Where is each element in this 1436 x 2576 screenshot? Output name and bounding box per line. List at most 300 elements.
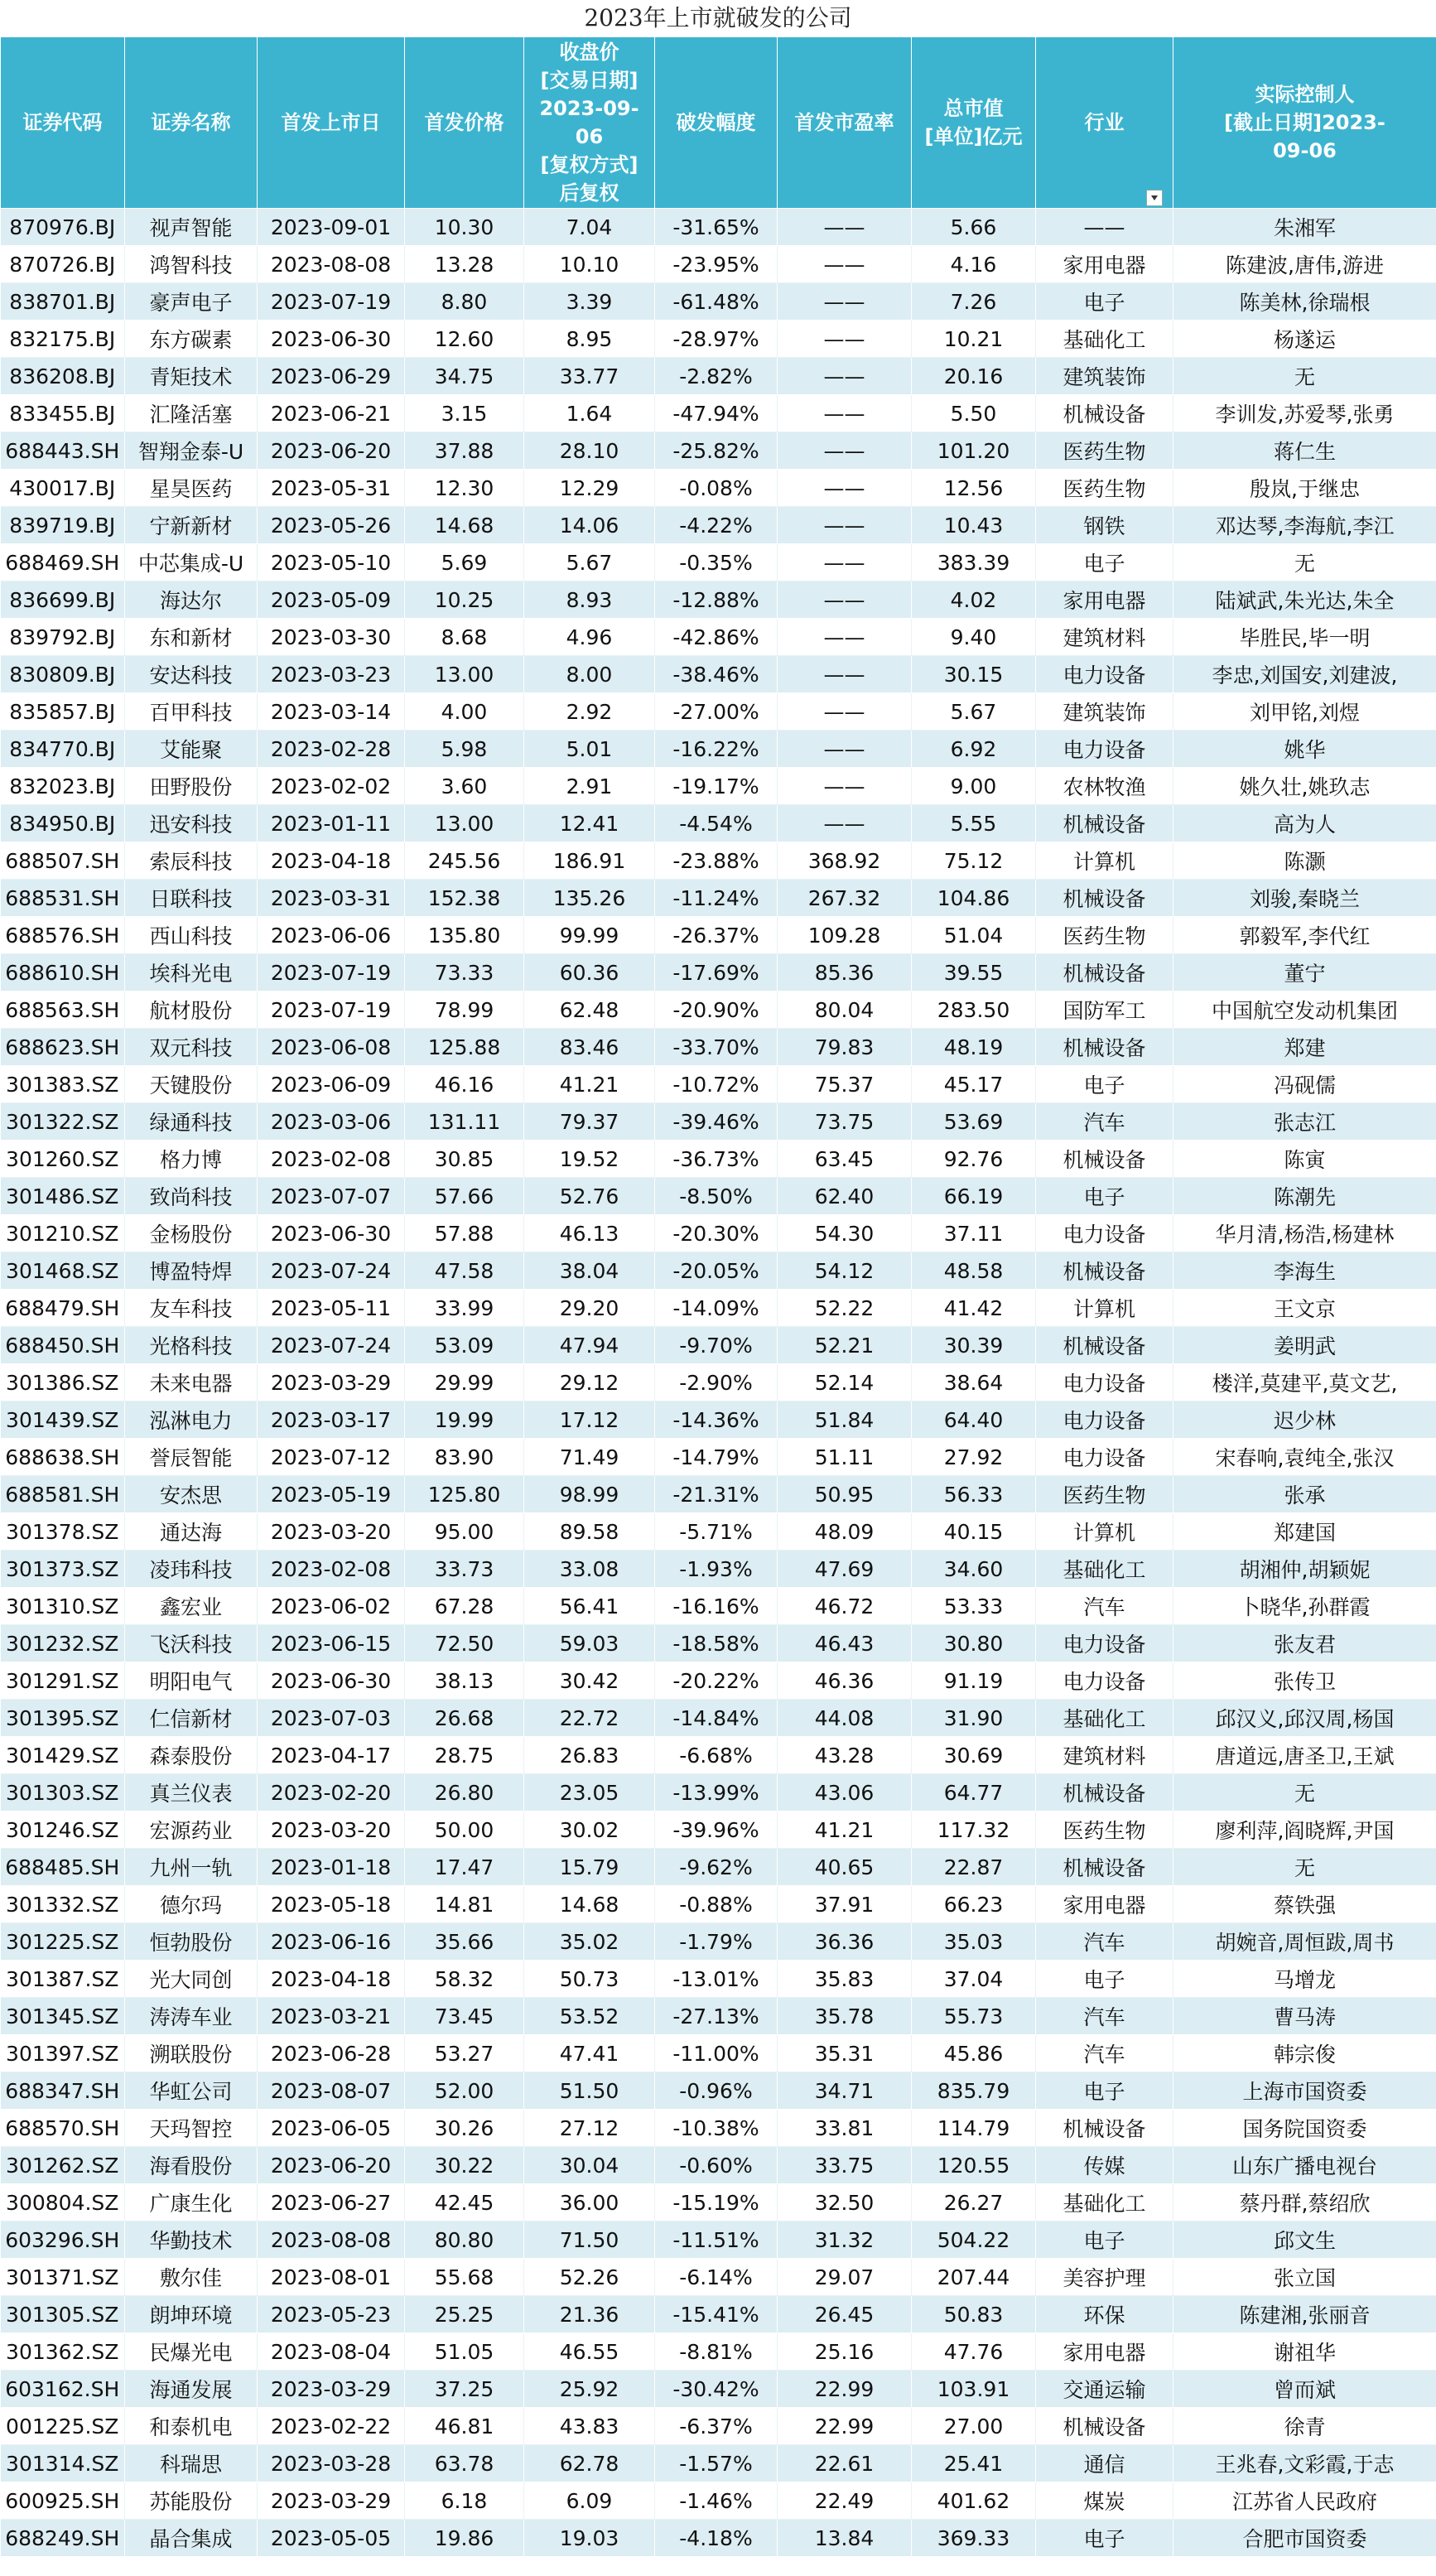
cell-list-date: 2023-06-30	[258, 1215, 405, 1252]
cell-close-price: 12.41	[524, 805, 655, 842]
cell-controller: 廖利萍,阎晓辉,尹国	[1173, 1811, 1436, 1849]
cell-list-date: 2023-08-07	[258, 2072, 405, 2110]
cell-industry: 电力设备	[1036, 1364, 1173, 1401]
table-row[interactable]	[1, 1811, 1436, 1849]
cell-market-cap: 9.00	[912, 768, 1036, 805]
cell-code: 870976.BJ	[1, 209, 125, 246]
cell-market-cap: 53.33	[912, 1588, 1036, 1625]
cell-ipo-pe: ——	[778, 731, 912, 768]
cell-market-cap: 55.73	[912, 1998, 1036, 2035]
cell-name: 晶合集成	[125, 2520, 258, 2557]
table-row[interactable]	[1, 2035, 1436, 2072]
cell-ipo-pe: 368.92	[778, 842, 912, 880]
cell-break-pct: -26.37%	[655, 917, 778, 954]
cell-industry: 电子	[1036, 2221, 1173, 2259]
cell-code: 300804.SZ	[1, 2184, 125, 2221]
cell-name: 博盈特焊	[125, 1252, 258, 1290]
cell-list-date: 2023-09-01	[258, 209, 405, 246]
table-row[interactable]	[1, 1923, 1436, 1961]
cell-ipo-pe: 85.36	[778, 954, 912, 991]
cell-break-pct: -38.46%	[655, 656, 778, 693]
table-row[interactable]	[1, 470, 1436, 507]
cell-ipo-pe: 52.22	[778, 1290, 912, 1327]
cell-list-date: 2023-07-19	[258, 991, 405, 1029]
cell-market-cap: 37.04	[912, 1961, 1036, 1998]
header-market-cap[interactable]: 总市值 [单位]亿元	[912, 37, 1036, 209]
cell-controller: 殷岚,于继忠	[1173, 470, 1436, 507]
cell-name: 泓淋电力	[125, 1401, 258, 1439]
table-row[interactable]	[1, 1401, 1436, 1439]
cell-list-date: 2023-07-24	[258, 1252, 405, 1290]
cell-break-pct: -15.19%	[655, 2184, 778, 2221]
table-row[interactable]	[1, 619, 1436, 656]
cell-controller: 胡婉音,周恒跋,周书	[1173, 1923, 1436, 1961]
table-row[interactable]	[1, 209, 1436, 246]
cell-industry: 基础化工	[1036, 2184, 1173, 2221]
table-row[interactable]	[1, 1066, 1436, 1103]
cell-close-price: 4.96	[524, 619, 655, 656]
cell-name: 真兰仪表	[125, 1774, 258, 1811]
cell-list-date: 2023-04-17	[258, 1737, 405, 1774]
cell-controller: 山东广播电视台	[1173, 2147, 1436, 2184]
table-row[interactable]	[1, 1625, 1436, 1662]
table-row[interactable]	[1, 805, 1436, 842]
cell-name: 通达海	[125, 1513, 258, 1551]
table-row[interactable]	[1, 321, 1436, 358]
cell-break-pct: -23.88%	[655, 842, 778, 880]
cell-market-cap: 64.40	[912, 1401, 1036, 1439]
cell-industry: 传媒	[1036, 2147, 1173, 2184]
cell-ipo-price: 30.26	[405, 2110, 524, 2147]
table-row[interactable]	[1, 358, 1436, 395]
table-row[interactable]	[1, 1737, 1436, 1774]
cell-list-date: 2023-05-26	[258, 507, 405, 544]
cell-ipo-pe: ——	[778, 209, 912, 246]
table-row[interactable]	[1, 693, 1436, 731]
cell-ipo-pe: 51.11	[778, 1439, 912, 1476]
cell-industry: 环保	[1036, 2296, 1173, 2333]
cell-ipo-pe: ——	[778, 283, 912, 321]
cell-ipo-pe: 33.75	[778, 2147, 912, 2184]
cell-market-cap: 48.19	[912, 1029, 1036, 1066]
cell-market-cap: 117.32	[912, 1811, 1036, 1849]
cell-close-price: 99.99	[524, 917, 655, 954]
cell-list-date: 2023-06-15	[258, 1625, 405, 1662]
cell-market-cap: 64.77	[912, 1774, 1036, 1811]
table-row[interactable]	[1, 2184, 1436, 2221]
header-name[interactable]: 证券名称	[125, 37, 258, 209]
cell-code: 603296.SH	[1, 2221, 125, 2259]
table-row[interactable]	[1, 1700, 1436, 1737]
cell-code: 301362.SZ	[1, 2333, 125, 2371]
cell-market-cap: 283.50	[912, 991, 1036, 1029]
cell-ipo-pe: 50.95	[778, 1476, 912, 1513]
cell-break-pct: -39.96%	[655, 1811, 778, 1849]
cell-break-pct: -18.58%	[655, 1625, 778, 1662]
cell-code: 301486.SZ	[1, 1178, 125, 1215]
table-row[interactable]	[1, 283, 1436, 321]
cell-ipo-price: 35.66	[405, 1923, 524, 1961]
cell-list-date: 2023-07-07	[258, 1178, 405, 1215]
table-row[interactable]	[1, 246, 1436, 283]
cell-market-cap: 25.41	[912, 2445, 1036, 2482]
header-ipo-pe[interactable]: 首发市盈率	[778, 37, 912, 209]
cell-ipo-price: 47.58	[405, 1252, 524, 1290]
table-row[interactable]	[1, 2333, 1436, 2371]
cell-close-price: 29.20	[524, 1290, 655, 1327]
cell-market-cap: 12.56	[912, 470, 1036, 507]
cell-controller: 陈潮先	[1173, 1178, 1436, 1215]
table-row[interactable]	[1, 507, 1436, 544]
cell-industry: 机械设备	[1036, 2408, 1173, 2445]
cell-break-pct: -14.36%	[655, 1401, 778, 1439]
table-row[interactable]	[1, 842, 1436, 880]
cell-close-price: 22.72	[524, 1700, 655, 1737]
table-row[interactable]	[1, 395, 1436, 432]
cell-list-date: 2023-03-30	[258, 619, 405, 656]
cell-break-pct: -9.62%	[655, 1849, 778, 1886]
table-row[interactable]	[1, 1961, 1436, 1998]
table-row[interactable]	[1, 1103, 1436, 1141]
table-row[interactable]	[1, 2520, 1436, 2557]
cell-industry: 机械设备	[1036, 395, 1173, 432]
cell-break-pct: -20.30%	[655, 1215, 778, 1252]
table-row[interactable]	[1, 1849, 1436, 1886]
cell-close-price: 53.52	[524, 1998, 655, 2035]
cell-ipo-pe: 43.28	[778, 1737, 912, 1774]
table-row[interactable]	[1, 2072, 1436, 2110]
cell-controller: 蔡丹群,蔡绍欣	[1173, 2184, 1436, 2221]
cell-ipo-pe: 79.83	[778, 1029, 912, 1066]
cell-break-pct: -27.00%	[655, 693, 778, 731]
cell-name: 海看股份	[125, 2147, 258, 2184]
table-row[interactable]	[1, 2445, 1436, 2482]
table-row[interactable]	[1, 1774, 1436, 1811]
cell-close-price: 5.67	[524, 544, 655, 581]
cell-break-pct: -4.54%	[655, 805, 778, 842]
cell-industry: 煤炭	[1036, 2482, 1173, 2520]
cell-controller: 王文京	[1173, 1290, 1436, 1327]
cell-industry: 电子	[1036, 2520, 1173, 2557]
cell-ipo-price: 38.13	[405, 1662, 524, 1700]
cell-industry: 家用电器	[1036, 2333, 1173, 2371]
cell-ipo-price: 53.09	[405, 1327, 524, 1364]
cell-market-cap: 383.39	[912, 544, 1036, 581]
cell-ipo-price: 17.47	[405, 1849, 524, 1886]
table-row[interactable]	[1, 768, 1436, 805]
cell-list-date: 2023-07-03	[258, 1700, 405, 1737]
cell-ipo-pe: 44.08	[778, 1700, 912, 1737]
cell-controller: 陈建波,唐伟,游进	[1173, 246, 1436, 283]
cell-industry: 机械设备	[1036, 1029, 1173, 1066]
cell-industry: 农林牧渔	[1036, 768, 1173, 805]
cell-break-pct: -9.70%	[655, 1327, 778, 1364]
cell-break-pct: -23.95%	[655, 246, 778, 283]
cell-ipo-price: 34.75	[405, 358, 524, 395]
cell-ipo-price: 30.85	[405, 1141, 524, 1178]
cell-code: 870726.BJ	[1, 246, 125, 283]
header-list-date[interactable]: 首发上市日	[258, 37, 405, 209]
table-row[interactable]	[1, 954, 1436, 991]
cell-ipo-price: 19.99	[405, 1401, 524, 1439]
table-row[interactable]	[1, 2371, 1436, 2408]
cell-code: 833455.BJ	[1, 395, 125, 432]
cell-list-date: 2023-01-11	[258, 805, 405, 842]
cell-controller: 迟少林	[1173, 1401, 1436, 1439]
cell-industry: 机械设备	[1036, 1849, 1173, 1886]
cell-close-price: 43.83	[524, 2408, 655, 2445]
cell-market-cap: 27.00	[912, 2408, 1036, 2445]
cell-controller: 张友君	[1173, 1625, 1436, 1662]
cell-break-pct: -1.46%	[655, 2482, 778, 2520]
cell-industry: 通信	[1036, 2445, 1173, 2482]
cell-name: 朗坤环境	[125, 2296, 258, 2333]
cell-code: 430017.BJ	[1, 470, 125, 507]
cell-ipo-price: 50.00	[405, 1811, 524, 1849]
table-header-row	[1, 37, 1436, 209]
cell-break-pct: -27.13%	[655, 1998, 778, 2035]
cell-break-pct: -0.08%	[655, 470, 778, 507]
cell-code: 301246.SZ	[1, 1811, 125, 1849]
cell-controller: 胡湘仲,胡颖妮	[1173, 1551, 1436, 1588]
cell-break-pct: -2.90%	[655, 1364, 778, 1401]
header-break-pct[interactable]: 破发幅度	[655, 37, 778, 209]
cell-ipo-pe: 36.36	[778, 1923, 912, 1961]
cell-name: 溯联股份	[125, 2035, 258, 2072]
cell-ipo-pe: 62.40	[778, 1178, 912, 1215]
table-row[interactable]	[1, 656, 1436, 693]
cell-controller: 上海市国资委	[1173, 2072, 1436, 2110]
cell-code: 839792.BJ	[1, 619, 125, 656]
cell-ipo-pe: 35.83	[778, 1961, 912, 1998]
filter-dropdown-icon[interactable]	[1146, 190, 1163, 206]
cell-code: 688443.SH	[1, 432, 125, 470]
header-controller[interactable]: 实际控制人 [截止日期]2023- 09-06	[1173, 37, 1436, 209]
cell-close-price: 71.49	[524, 1439, 655, 1476]
cell-ipo-pe: 48.09	[778, 1513, 912, 1551]
cell-market-cap: 51.04	[912, 917, 1036, 954]
cell-market-cap: 66.23	[912, 1886, 1036, 1923]
cell-controller: 国务院国资委	[1173, 2110, 1436, 2147]
cell-market-cap: 10.21	[912, 321, 1036, 358]
cell-market-cap: 103.91	[912, 2371, 1036, 2408]
cell-name: 视声智能	[125, 209, 258, 246]
cell-ipo-pe: ——	[778, 507, 912, 544]
cell-list-date: 2023-05-23	[258, 2296, 405, 2333]
cell-close-price: 8.00	[524, 656, 655, 693]
table-row[interactable]	[1, 1364, 1436, 1401]
cell-market-cap: 114.79	[912, 2110, 1036, 2147]
cell-list-date: 2023-06-02	[258, 1588, 405, 1625]
cell-name: 凌玮科技	[125, 1551, 258, 1588]
cell-code: 600925.SH	[1, 2482, 125, 2520]
table-row[interactable]	[1, 2221, 1436, 2259]
cell-break-pct: -31.65%	[655, 209, 778, 246]
cell-code: 688485.SH	[1, 1849, 125, 1886]
cell-ipo-pe: 22.49	[778, 2482, 912, 2520]
cell-list-date: 2023-07-19	[258, 283, 405, 321]
cell-ipo-price: 25.25	[405, 2296, 524, 2333]
cell-market-cap: 104.86	[912, 880, 1036, 917]
cell-ipo-pe: 41.21	[778, 1811, 912, 1849]
cell-industry: 电子	[1036, 283, 1173, 321]
table-row[interactable]	[1, 1439, 1436, 1476]
cell-ipo-price: 26.68	[405, 1700, 524, 1737]
cell-list-date: 2023-06-20	[258, 432, 405, 470]
table-row[interactable]	[1, 1662, 1436, 1700]
cell-industry: 医药生物	[1036, 470, 1173, 507]
cell-controller: 韩宗俊	[1173, 2035, 1436, 2072]
cell-name: 百甲科技	[125, 693, 258, 731]
cell-controller: 杨遂运	[1173, 321, 1436, 358]
table-row[interactable]	[1, 1588, 1436, 1625]
table-row[interactable]	[1, 2147, 1436, 2184]
cell-close-price: 2.91	[524, 768, 655, 805]
cell-list-date: 2023-06-28	[258, 2035, 405, 2072]
cell-close-price: 8.93	[524, 581, 655, 619]
cell-market-cap: 75.12	[912, 842, 1036, 880]
cell-name: 汇隆活塞	[125, 395, 258, 432]
cell-ipo-pe: 47.69	[778, 1551, 912, 1588]
cell-list-date: 2023-08-04	[258, 2333, 405, 2371]
cell-ipo-pe: 13.84	[778, 2520, 912, 2557]
table-row[interactable]	[1, 1476, 1436, 1513]
cell-list-date: 2023-06-29	[258, 358, 405, 395]
cell-break-pct: -0.96%	[655, 2072, 778, 2110]
table-row[interactable]	[1, 2296, 1436, 2333]
table-row[interactable]	[1, 544, 1436, 581]
cell-name: 日联科技	[125, 880, 258, 917]
cell-name: 天玛智控	[125, 2110, 258, 2147]
cell-list-date: 2023-06-06	[258, 917, 405, 954]
cell-controller: 郑建国	[1173, 1513, 1436, 1551]
table-row[interactable]	[1, 2482, 1436, 2520]
table-row[interactable]	[1, 1252, 1436, 1290]
cell-break-pct: -1.79%	[655, 1923, 778, 1961]
cell-controller: 张立国	[1173, 2259, 1436, 2296]
cell-ipo-price: 12.60	[405, 321, 524, 358]
cell-market-cap: 207.44	[912, 2259, 1036, 2296]
cell-controller: 徐青	[1173, 2408, 1436, 2445]
cell-industry: 电子	[1036, 1066, 1173, 1103]
table-row[interactable]	[1, 1551, 1436, 1588]
table-row[interactable]	[1, 991, 1436, 1029]
cell-name: 中芯集成-U	[125, 544, 258, 581]
table-row[interactable]	[1, 1513, 1436, 1551]
cell-ipo-pe: 73.75	[778, 1103, 912, 1141]
cell-close-price: 1.64	[524, 395, 655, 432]
cell-code: 301395.SZ	[1, 1700, 125, 1737]
cell-ipo-price: 80.80	[405, 2221, 524, 2259]
cell-ipo-price: 37.88	[405, 432, 524, 470]
cell-ipo-pe: ——	[778, 768, 912, 805]
cell-list-date: 2023-04-18	[258, 842, 405, 880]
cell-list-date: 2023-05-05	[258, 2520, 405, 2557]
cell-list-date: 2023-06-05	[258, 2110, 405, 2147]
cell-code: 301439.SZ	[1, 1401, 125, 1439]
cell-close-price: 46.55	[524, 2333, 655, 2371]
cell-ipo-price: 5.69	[405, 544, 524, 581]
table-row[interactable]	[1, 1886, 1436, 1923]
header-code[interactable]: 证券代码	[1, 37, 125, 209]
cell-market-cap: 26.27	[912, 2184, 1036, 2221]
cell-code: 301314.SZ	[1, 2445, 125, 2482]
cell-ipo-pe: 80.04	[778, 991, 912, 1029]
table-row[interactable]	[1, 1215, 1436, 1252]
table-row[interactable]	[1, 1178, 1436, 1215]
table-row[interactable]	[1, 1290, 1436, 1327]
cell-market-cap: 39.55	[912, 954, 1036, 991]
table-row[interactable]	[1, 917, 1436, 954]
cell-ipo-price: 125.88	[405, 1029, 524, 1066]
cell-break-pct: -17.69%	[655, 954, 778, 991]
cell-controller: 蒋仁生	[1173, 432, 1436, 470]
cell-market-cap: 5.66	[912, 209, 1036, 246]
cell-close-price: 59.03	[524, 1625, 655, 1662]
cell-ipo-price: 14.81	[405, 1886, 524, 1923]
cell-break-pct: -0.60%	[655, 2147, 778, 2184]
cell-name: 星昊医药	[125, 470, 258, 507]
cell-market-cap: 120.55	[912, 2147, 1036, 2184]
table-row[interactable]	[1, 1141, 1436, 1178]
cell-name: 金杨股份	[125, 1215, 258, 1252]
cell-ipo-price: 8.80	[405, 283, 524, 321]
header-industry[interactable]	[1036, 37, 1173, 209]
cell-industry: 计算机	[1036, 1290, 1173, 1327]
cell-name: 埃科光电	[125, 954, 258, 991]
cell-list-date: 2023-07-12	[258, 1439, 405, 1476]
cell-name: 苏能股份	[125, 2482, 258, 2520]
table-row[interactable]	[1, 1998, 1436, 2035]
cell-code: 836699.BJ	[1, 581, 125, 619]
cell-list-date: 2023-06-08	[258, 1029, 405, 1066]
cell-list-date: 2023-01-18	[258, 1849, 405, 1886]
table-row[interactable]	[1, 880, 1436, 917]
table-row[interactable]	[1, 2408, 1436, 2445]
table-row[interactable]	[1, 731, 1436, 768]
cell-name: 格力博	[125, 1141, 258, 1178]
cell-list-date: 2023-06-30	[258, 1662, 405, 1700]
cell-list-date: 2023-02-20	[258, 1774, 405, 1811]
header-ipo-price[interactable]: 首发价格	[405, 37, 524, 209]
cell-list-date: 2023-03-23	[258, 656, 405, 693]
table-row[interactable]	[1, 2259, 1436, 2296]
table-row[interactable]	[1, 2110, 1436, 2147]
cell-break-pct: -13.99%	[655, 1774, 778, 1811]
cell-break-pct: -1.93%	[655, 1551, 778, 1588]
cell-industry: 汽车	[1036, 2035, 1173, 2072]
cell-market-cap: 5.55	[912, 805, 1036, 842]
table-row[interactable]	[1, 581, 1436, 619]
cell-code: 839719.BJ	[1, 507, 125, 544]
cell-controller: 合肥市国资委	[1173, 2520, 1436, 2557]
cell-controller: 无	[1173, 544, 1436, 581]
cell-name: 华勤技术	[125, 2221, 258, 2259]
cell-ipo-price: 53.27	[405, 2035, 524, 2072]
table-row[interactable]	[1, 432, 1436, 470]
cell-list-date: 2023-06-27	[258, 2184, 405, 2221]
header-close-price[interactable]: 收盘价 [交易日期] 2023-09-06 [复权方式] 后复权	[524, 37, 655, 209]
cell-market-cap: 9.40	[912, 619, 1036, 656]
cell-ipo-pe: 34.71	[778, 2072, 912, 2110]
table-row[interactable]	[1, 1029, 1436, 1066]
cell-ipo-price: 125.80	[405, 1476, 524, 1513]
table-row[interactable]	[1, 1327, 1436, 1364]
cell-name: 海达尔	[125, 581, 258, 619]
cell-break-pct: -6.14%	[655, 2259, 778, 2296]
cell-code: 301383.SZ	[1, 1066, 125, 1103]
cell-controller: 无	[1173, 1849, 1436, 1886]
